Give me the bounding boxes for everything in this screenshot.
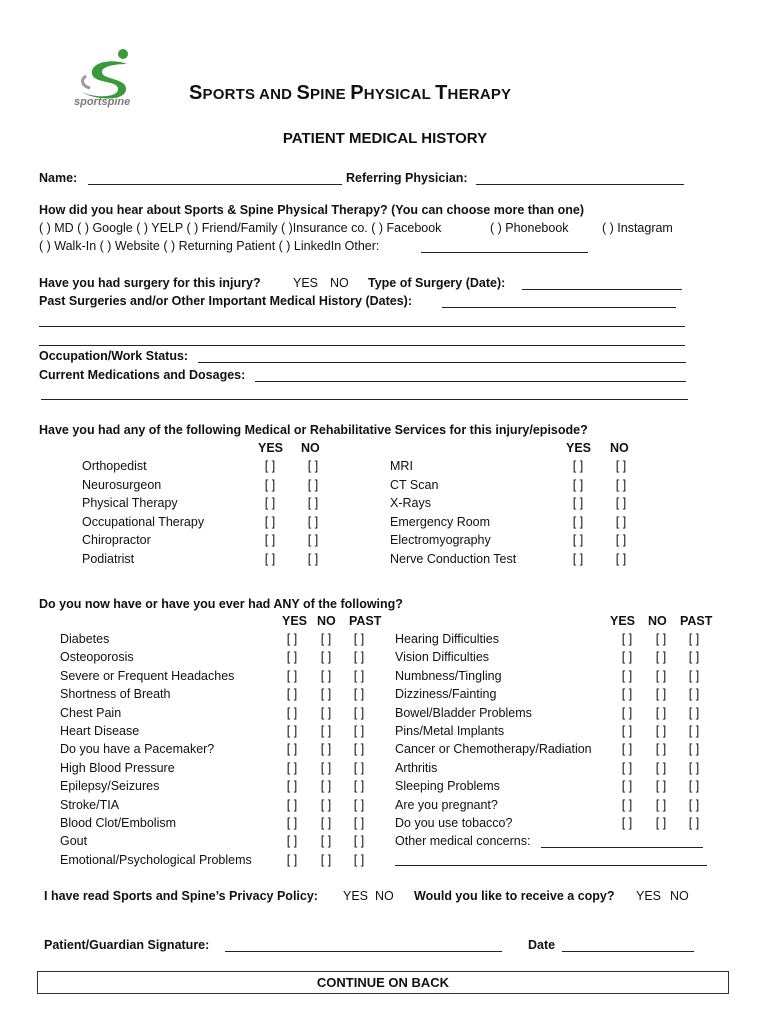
past-surgeries-field[interactable] bbox=[442, 307, 676, 308]
condition-right-past-checkbox[interactable]: [ ] bbox=[688, 632, 700, 646]
condition-right-past-checkbox[interactable]: [ ] bbox=[688, 705, 700, 720]
service-right-5: Nerve Conduction Test bbox=[390, 551, 517, 566]
condition-right-past-checkbox[interactable]: [ ] bbox=[688, 668, 700, 683]
privacy-no[interactable]: NO bbox=[375, 889, 394, 903]
condition-left-7: High Blood Pressure bbox=[60, 760, 175, 775]
privacy-label: I have read Sports and Spine’s Privacy Policy: bbox=[44, 889, 318, 903]
copy-yes[interactable]: YES bbox=[636, 889, 662, 903]
surgery-type-label: Type of Surgery (Date): bbox=[368, 276, 506, 290]
condition-right-yes-checkbox[interactable]: [ ] bbox=[621, 705, 633, 720]
service-left-4: Chiropractor bbox=[82, 533, 151, 547]
condition-right-8: Sleeping Problems bbox=[395, 779, 500, 794]
services-yes-header-right: YES bbox=[566, 441, 592, 455]
conditions-past-header: PAST bbox=[349, 614, 382, 628]
conditions-yes-header-right: YES bbox=[610, 614, 636, 628]
condition-left-past-checkbox[interactable]: [ ] bbox=[353, 779, 365, 794]
service-right-no-checkbox[interactable]: [ ] bbox=[615, 551, 627, 566]
medications-line-2[interactable] bbox=[41, 399, 688, 400]
condition-right-past-checkbox[interactable]: [ ] bbox=[688, 816, 700, 830]
services-no-header-right: NO bbox=[610, 441, 629, 455]
condition-left-9: Stroke/TIA bbox=[60, 797, 120, 812]
service-right-no-checkbox[interactable]: [ ] bbox=[615, 496, 627, 510]
service-right-yes-checkbox[interactable]: [ ] bbox=[572, 551, 584, 566]
condition-right-5: Pins/Metal Implants bbox=[395, 724, 505, 738]
condition-right-no-checkbox[interactable]: [ ] bbox=[655, 668, 667, 683]
condition-right-past-checkbox[interactable]: [ ] bbox=[688, 724, 700, 738]
condition-right-past-checkbox[interactable]: [ ] bbox=[688, 742, 700, 757]
service-left-5: Podiatrist bbox=[82, 551, 135, 566]
signature-field[interactable] bbox=[225, 951, 502, 952]
services-question: Have you had any of the following Medical or Rehabilitative Services for this injury/episode? bbox=[39, 423, 588, 437]
condition-left-yes-checkbox[interactable]: [ ] bbox=[286, 834, 298, 849]
condition-left-yes-checkbox[interactable]: [ ] bbox=[286, 797, 298, 812]
service-right-yes-checkbox[interactable]: [ ] bbox=[572, 496, 584, 510]
condition-left-no-checkbox[interactable]: [ ] bbox=[320, 668, 332, 683]
condition-left-no-checkbox[interactable]: [ ] bbox=[320, 834, 332, 849]
page-title: SPORTS AND SPINE PHYSICAL THERAPY bbox=[189, 82, 512, 104]
history-line-1[interactable] bbox=[39, 326, 685, 327]
conditions-no-header: NO bbox=[317, 614, 336, 628]
surgery-type-field[interactable] bbox=[522, 289, 682, 290]
condition-left-no-checkbox[interactable]: [ ] bbox=[320, 724, 332, 738]
condition-left-3: Shortness of Breath bbox=[60, 687, 171, 702]
condition-right-no-checkbox[interactable]: [ ] bbox=[655, 632, 667, 646]
service-left-yes-checkbox[interactable]: [ ] bbox=[264, 496, 276, 510]
medications-label: Current Medications and Dosages: bbox=[39, 368, 246, 382]
surgery-yes[interactable]: YES bbox=[293, 276, 319, 290]
privacy-yes[interactable]: YES bbox=[343, 889, 369, 903]
hear-options-1[interactable]: ( ) MD ( ) Google ( ) YELP ( ) Friend/Family ( )Insurance co. ( ) Facebook bbox=[39, 221, 442, 235]
condition-left-2: Severe or Frequent Headaches bbox=[60, 668, 235, 683]
condition-left-past-checkbox[interactable]: [ ] bbox=[353, 668, 365, 683]
other-concerns-field[interactable] bbox=[541, 847, 703, 848]
service-right-yes-checkbox[interactable]: [ ] bbox=[572, 477, 584, 492]
name-field[interactable] bbox=[88, 184, 342, 185]
condition-right-no-checkbox[interactable]: [ ] bbox=[655, 779, 667, 794]
logo-text: sportspine bbox=[74, 96, 131, 108]
service-left-yes-checkbox[interactable]: [ ] bbox=[264, 514, 276, 529]
service-left-no-checkbox[interactable]: [ ] bbox=[307, 514, 319, 529]
services-yes-header: YES bbox=[258, 441, 284, 455]
service-right-yes-checkbox[interactable]: [ ] bbox=[572, 514, 584, 529]
condition-left-no-checkbox[interactable]: [ ] bbox=[320, 779, 332, 794]
continue-on-back: CONTINUE ON BACK bbox=[37, 971, 729, 994]
condition-right-no-checkbox[interactable]: [ ] bbox=[655, 724, 667, 738]
copy-question: Would you like to receive a copy? bbox=[414, 889, 615, 903]
condition-left-past-checkbox[interactable]: [ ] bbox=[353, 834, 365, 849]
referring-physician-field[interactable] bbox=[476, 184, 684, 185]
condition-left-yes-checkbox[interactable]: [ ] bbox=[286, 742, 298, 757]
condition-right-2: Numbness/Tingling bbox=[395, 668, 502, 683]
condition-left-past-checkbox[interactable]: [ ] bbox=[353, 852, 365, 867]
condition-left-yes-checkbox[interactable]: [ ] bbox=[286, 724, 298, 738]
condition-left-past-checkbox[interactable]: [ ] bbox=[353, 632, 365, 646]
condition-left-no-checkbox[interactable]: [ ] bbox=[320, 650, 332, 665]
condition-left-no-checkbox[interactable]: [ ] bbox=[320, 705, 332, 720]
other-concerns-label: Other medical concerns: bbox=[395, 834, 531, 848]
condition-left-yes-checkbox[interactable]: [ ] bbox=[286, 632, 298, 646]
service-right-no-checkbox[interactable]: [ ] bbox=[615, 477, 627, 492]
conditions-question: Do you now have or have you ever had ANY of the following? bbox=[39, 597, 403, 611]
service-left-1: Neurosurgeon bbox=[82, 477, 162, 492]
service-right-no-checkbox[interactable]: [ ] bbox=[615, 459, 627, 473]
condition-right-no-checkbox[interactable]: [ ] bbox=[655, 760, 667, 775]
condition-right-no-checkbox[interactable]: [ ] bbox=[655, 650, 667, 665]
condition-left-no-checkbox[interactable]: [ ] bbox=[320, 816, 332, 830]
service-right-yes-checkbox[interactable]: [ ] bbox=[572, 533, 584, 547]
condition-right-yes-checkbox[interactable]: [ ] bbox=[621, 650, 633, 665]
condition-left-yes-checkbox[interactable]: [ ] bbox=[286, 705, 298, 720]
condition-right-6: Cancer or Chemotherapy/Radiation bbox=[395, 742, 592, 757]
condition-left-past-checkbox[interactable]: [ ] bbox=[353, 687, 365, 702]
condition-left-yes-checkbox[interactable]: [ ] bbox=[286, 779, 298, 794]
condition-left-no-checkbox[interactable]: [ ] bbox=[320, 687, 332, 702]
condition-left-4: Chest Pain bbox=[60, 705, 122, 720]
sportspine-logo bbox=[72, 46, 144, 112]
date-label: Date bbox=[528, 938, 556, 952]
condition-right-10: Do you use tobacco? bbox=[395, 816, 513, 830]
condition-right-7: Arthritis bbox=[395, 760, 438, 775]
condition-left-5: Heart Disease bbox=[60, 724, 140, 738]
service-left-yes-checkbox[interactable]: [ ] bbox=[264, 459, 276, 473]
condition-left-past-checkbox[interactable]: [ ] bbox=[353, 650, 365, 665]
condition-right-yes-checkbox[interactable]: [ ] bbox=[621, 632, 633, 646]
hear-option-phonebook[interactable]: ( ) Phonebook bbox=[490, 221, 569, 235]
condition-left-yes-checkbox[interactable]: [ ] bbox=[286, 852, 298, 867]
condition-left-past-checkbox[interactable]: [ ] bbox=[353, 724, 365, 738]
condition-left-no-checkbox[interactable]: [ ] bbox=[320, 797, 332, 812]
condition-right-0: Hearing Difficulties bbox=[395, 632, 499, 646]
service-left-no-checkbox[interactable]: [ ] bbox=[307, 533, 319, 547]
past-surgeries-label: Past Surgeries and/or Other Important Medical History (Dates): bbox=[39, 294, 412, 308]
service-right-4: Electromyography bbox=[390, 533, 491, 547]
service-left-0: Orthopedist bbox=[82, 459, 147, 473]
condition-right-past-checkbox[interactable]: [ ] bbox=[688, 779, 700, 794]
condition-right-4: Bowel/Bladder Problems bbox=[395, 705, 532, 720]
service-right-no-checkbox[interactable]: [ ] bbox=[615, 533, 627, 547]
service-left-2: Physical Therapy bbox=[82, 496, 178, 510]
service-left-no-checkbox[interactable]: [ ] bbox=[307, 477, 319, 492]
condition-right-no-checkbox[interactable]: [ ] bbox=[655, 797, 667, 812]
hear-question: How did you hear about Sports & Spine Physical Therapy? (You can choose more than one) bbox=[39, 203, 584, 217]
condition-left-past-checkbox[interactable]: [ ] bbox=[353, 742, 365, 757]
service-left-yes-checkbox[interactable]: [ ] bbox=[264, 551, 276, 566]
condition-left-10: Blood Clot/Embolism bbox=[60, 816, 177, 830]
condition-left-no-checkbox[interactable]: [ ] bbox=[320, 742, 332, 757]
condition-left-yes-checkbox[interactable]: [ ] bbox=[286, 687, 298, 702]
condition-left-no-checkbox[interactable]: [ ] bbox=[320, 852, 332, 867]
conditions-yes-header: YES bbox=[282, 614, 308, 628]
condition-left-past-checkbox[interactable]: [ ] bbox=[353, 816, 365, 830]
condition-left-8: Epilepsy/Seizures bbox=[60, 779, 160, 794]
other-concerns-line-2[interactable] bbox=[395, 865, 707, 866]
condition-right-9: Are you pregnant? bbox=[395, 797, 498, 812]
condition-right-1: Vision Difficulties bbox=[395, 650, 490, 665]
condition-left-no-checkbox[interactable]: [ ] bbox=[320, 632, 332, 646]
occupation-label: Occupation/Work Status: bbox=[39, 349, 189, 363]
name-label: Name: bbox=[39, 171, 78, 185]
condition-right-no-checkbox[interactable]: [ ] bbox=[655, 687, 667, 702]
condition-left-past-checkbox[interactable]: [ ] bbox=[353, 797, 365, 812]
condition-right-yes-checkbox[interactable]: [ ] bbox=[621, 668, 633, 683]
condition-left-yes-checkbox[interactable]: [ ] bbox=[286, 760, 298, 775]
service-right-3: Emergency Room bbox=[390, 514, 491, 529]
condition-left-yes-checkbox[interactable]: [ ] bbox=[286, 816, 298, 830]
condition-left-past-checkbox[interactable]: [ ] bbox=[353, 705, 365, 720]
condition-right-yes-checkbox[interactable]: [ ] bbox=[621, 724, 633, 738]
hear-option-instagram[interactable]: ( ) Instagram bbox=[602, 221, 673, 235]
condition-right-past-checkbox[interactable]: [ ] bbox=[688, 797, 700, 812]
hear-options-2[interactable]: ( ) Walk-In ( ) Website ( ) Returning Patient ( ) LinkedIn Other: bbox=[39, 239, 380, 253]
condition-right-past-checkbox[interactable]: [ ] bbox=[688, 687, 700, 702]
surgery-no[interactable]: NO bbox=[330, 276, 349, 290]
condition-left-11: Gout bbox=[60, 834, 88, 849]
referring-physician-label: Referring Physician: bbox=[346, 171, 468, 185]
date-field[interactable] bbox=[562, 951, 694, 952]
service-right-1: CT Scan bbox=[390, 477, 439, 492]
form-subtitle: PATIENT MEDICAL HISTORY bbox=[282, 130, 488, 147]
service-left-no-checkbox[interactable]: [ ] bbox=[307, 459, 319, 473]
condition-right-past-checkbox[interactable]: [ ] bbox=[688, 650, 700, 665]
service-left-yes-checkbox[interactable]: [ ] bbox=[264, 477, 276, 492]
condition-right-no-checkbox[interactable]: [ ] bbox=[655, 816, 667, 830]
condition-right-yes-checkbox[interactable]: [ ] bbox=[621, 779, 633, 794]
service-left-no-checkbox[interactable]: [ ] bbox=[307, 551, 319, 566]
services-no-header: NO bbox=[301, 441, 320, 455]
condition-left-yes-checkbox[interactable]: [ ] bbox=[286, 650, 298, 665]
condition-right-yes-checkbox[interactable]: [ ] bbox=[621, 797, 633, 812]
condition-left-yes-checkbox[interactable]: [ ] bbox=[286, 668, 298, 683]
service-right-2: X-Rays bbox=[390, 496, 431, 510]
service-left-yes-checkbox[interactable]: [ ] bbox=[264, 533, 276, 547]
condition-right-past-checkbox[interactable]: [ ] bbox=[688, 760, 700, 775]
condition-right-yes-checkbox[interactable]: [ ] bbox=[621, 742, 633, 757]
service-left-no-checkbox[interactable]: [ ] bbox=[307, 496, 319, 510]
condition-right-yes-checkbox[interactable]: [ ] bbox=[621, 687, 633, 702]
signature-label: Patient/Guardian Signature: bbox=[44, 938, 210, 952]
conditions-past-header-right: PAST bbox=[680, 614, 713, 628]
condition-left-no-checkbox[interactable]: [ ] bbox=[320, 760, 332, 775]
condition-left-1: Osteoporosis bbox=[60, 650, 134, 665]
surgery-question: Have you had surgery for this injury? bbox=[39, 276, 261, 290]
copy-no[interactable]: NO bbox=[670, 889, 689, 903]
condition-right-3: Dizziness/Fainting bbox=[395, 687, 497, 702]
occupation-field[interactable] bbox=[198, 362, 686, 363]
service-right-0: MRI bbox=[390, 459, 413, 473]
conditions-no-header-right: NO bbox=[648, 614, 667, 628]
medications-field[interactable] bbox=[255, 381, 686, 382]
condition-left-6: Do you have a Pacemaker? bbox=[60, 742, 215, 757]
condition-left-past-checkbox[interactable]: [ ] bbox=[353, 760, 365, 775]
hear-other-field[interactable] bbox=[421, 252, 588, 253]
service-left-3: Occupational Therapy bbox=[82, 514, 205, 529]
condition-right-no-checkbox[interactable]: [ ] bbox=[655, 705, 667, 720]
condition-left-0: Diabetes bbox=[60, 632, 110, 646]
condition-left-12: Emotional/Psychological Problems bbox=[60, 852, 252, 867]
service-right-no-checkbox[interactable]: [ ] bbox=[615, 514, 627, 529]
history-line-2[interactable] bbox=[39, 345, 685, 346]
service-right-yes-checkbox[interactable]: [ ] bbox=[572, 459, 584, 473]
condition-right-yes-checkbox[interactable]: [ ] bbox=[621, 816, 633, 830]
condition-right-no-checkbox[interactable]: [ ] bbox=[655, 742, 667, 757]
condition-right-yes-checkbox[interactable]: [ ] bbox=[621, 760, 633, 775]
